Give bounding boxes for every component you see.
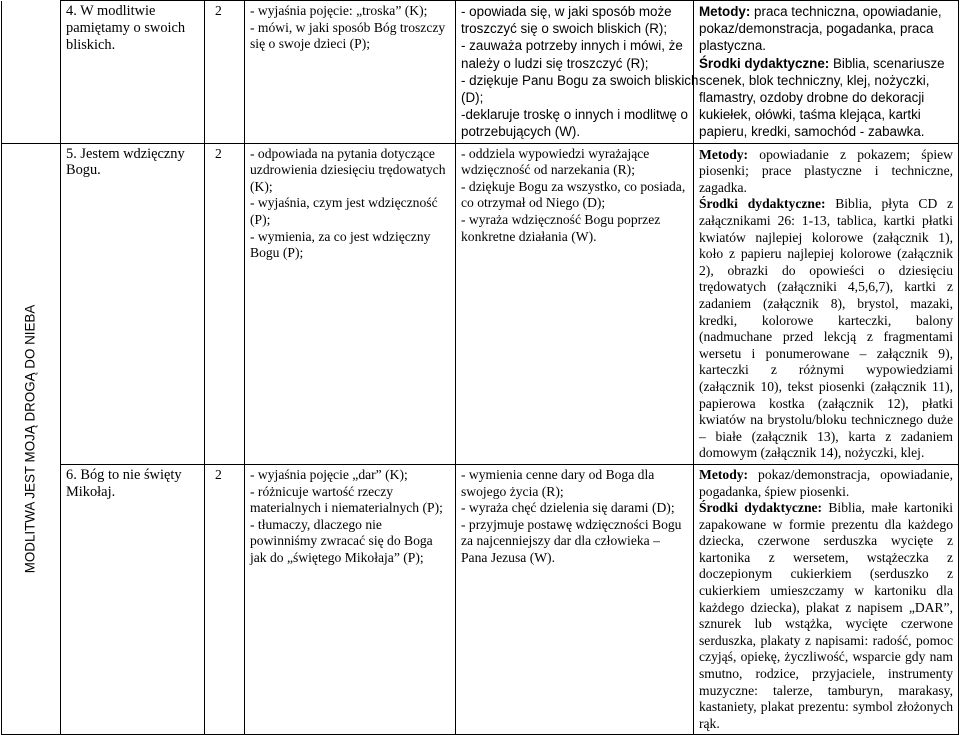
goal-line: (P); bbox=[250, 212, 271, 227]
requirement-line: - dziękuje Bogu za wszystko, co posiada, bbox=[461, 178, 686, 194]
requirements-cell bbox=[456, 1, 699, 144]
section-title-cell bbox=[2, 143, 61, 735]
means-paragraph bbox=[699, 500, 953, 732]
topic-line: bliskich. bbox=[66, 36, 116, 53]
lesson-topic bbox=[61, 1, 205, 144]
topic-line: Mikołaj. bbox=[66, 483, 116, 500]
hours-cell bbox=[205, 143, 245, 464]
requirement-line: (D); bbox=[461, 90, 484, 106]
requirement-line: troszczyć się o swoich bliskich (R); bbox=[461, 21, 668, 37]
lesson-topic bbox=[61, 464, 205, 735]
goal-line: Bogu (P); bbox=[250, 245, 304, 261]
hours-value: 2 bbox=[215, 145, 222, 161]
methods-text: praca techniczna, opowiadanie, pokaz/demonstracja, pogadanka, praca plastyczna. bbox=[699, 4, 942, 54]
goal-line: powinniśmy zwracać się do Boga bbox=[250, 533, 433, 549]
methods-label: Metody: bbox=[699, 466, 749, 482]
requirement-line: za najcenniejszy dar dla człowieka – bbox=[461, 533, 660, 549]
means-paragraph bbox=[699, 196, 953, 462]
topic-line: 5. Jestem wdzięczny bbox=[66, 145, 185, 162]
requirement-line: - dziękuje Panu Bogu za swoich bliskich bbox=[461, 72, 699, 88]
goal-line: materialnych i niematerialnych (P); bbox=[250, 500, 443, 516]
methods-paragraph bbox=[699, 147, 953, 197]
requirement-line: - wyraża wdzięczność Bogu poprzez bbox=[461, 212, 661, 227]
requirements-cell bbox=[456, 464, 694, 735]
lesson-plan-table bbox=[1, 0, 959, 735]
goal-line: - wyjaśnia pojęcie: „troska” (K); bbox=[250, 3, 428, 18]
means-text: Biblia, płyta CD z załącznikami 26: 1-13, tablica, kartki płatki kwiatów najlepiej kolorowe (załącznik 1), koło z papieru najlepiej kolorowe (załącznik 2), obrazki do opowieści o dziesięciu trędowatych (załączniki 4,5,6,7), kartki z zadaniem (załącznik 8), brystol, mazaki, kredki, kolorowe karteczki, balony (nadmuchane przed lekcją z fragmentami wersetu i ponumerowane – załącznik 9), karteczki z różnymi wypowiedziami (załącznik 10), tekst piosenki (załącznik 11), papierowa kostka (załącznik 12), płatki kwiatów na brystolu/bloku technicznego duże – białe (załącznik 13), karta z zadaniem domowym (załącznik 14), nożyczki, klej. bbox=[699, 196, 953, 461]
goal-line: - mówi, w jaki sposób Bóg troszczy bbox=[250, 19, 446, 35]
goals-cell bbox=[245, 464, 456, 735]
goals-cell bbox=[245, 1, 456, 144]
goal-line: - wyjaśnia pojęcie „dar” (K); bbox=[250, 466, 408, 482]
methods-text: pokaz/demonstracja, opowiadanie, pogadanka, śpiew piosenki. bbox=[699, 466, 953, 499]
goal-line: - wymienia, za co jest wdzięczny bbox=[250, 228, 431, 244]
requirement-line: - opowiada się, w jaki sposób może bbox=[461, 4, 672, 19]
requirement-line: - przyjmuje postawę wdzięczności Bogu bbox=[461, 516, 682, 532]
lesson-row-4 bbox=[2, 1, 959, 144]
goal-line: (K); bbox=[250, 178, 273, 194]
methods-label: Metody: bbox=[699, 146, 749, 162]
means-text: Biblia, scenariusze scenek, blok techniczny, klej, nożyczki, flamastry, ozdoby drobne do dekoracji kukiełek, ołówki, taśma klejąca, kartki papieru, kredki, samochód - zabawka. bbox=[699, 55, 945, 140]
requirement-line: - wyraża chęć dzielenia się darami (D); bbox=[461, 500, 675, 516]
requirement-line: swojego życia (R); bbox=[461, 483, 564, 499]
requirement-line: - zauważa potrzeby innych i mówi, że bbox=[461, 38, 683, 54]
lesson-row-5 bbox=[2, 143, 959, 464]
requirement-line: co otrzymał od Niego (D); bbox=[461, 195, 606, 211]
requirement-line: -deklaruje troskę o innych i modlitwę o bbox=[461, 107, 689, 123]
methods-cell bbox=[694, 464, 959, 735]
goal-line: się o swoje dzieci (P); bbox=[250, 36, 371, 52]
requirement-line: należy o ludzi się troszczyć (R); bbox=[461, 55, 649, 71]
methods-cell bbox=[694, 1, 959, 144]
methods-cell bbox=[694, 143, 959, 464]
goals-cell bbox=[245, 143, 456, 464]
goal-line: - różnicuje wartość rzeczy bbox=[250, 483, 394, 499]
goal-line: uzdrowienia dziesięciu trędowatych bbox=[250, 162, 446, 178]
means-label: Środki dydaktyczne: bbox=[699, 500, 823, 516]
goal-line: jak do „świętego Mikołaja” (P); bbox=[250, 549, 424, 565]
methods-paragraph bbox=[699, 467, 953, 500]
requirement-line: konkretne działania (W). bbox=[461, 228, 597, 244]
requirement-line: - wymienia cenne dary od Boga dla bbox=[461, 466, 655, 482]
hours-cell bbox=[205, 464, 245, 735]
section-title-cell-top bbox=[2, 1, 61, 144]
section-title: MODLITWA JEST MOJĄ DROGĄ DO NIEBA bbox=[22, 304, 38, 574]
requirement-line: wdzięczność od narzekania (R); bbox=[461, 162, 635, 178]
means-label: Środki dydaktyczne: bbox=[699, 196, 826, 212]
topic-line: 4. W modlitwie bbox=[66, 3, 156, 19]
requirement-line: potrzebujących (W). bbox=[461, 124, 581, 140]
topic-line: 6. Bóg to nie święty bbox=[66, 466, 182, 483]
topic-line: Bogu. bbox=[66, 162, 101, 179]
requirements-cell bbox=[456, 143, 694, 464]
goal-line: - odpowiada na pytania dotyczące bbox=[250, 145, 435, 161]
requirement-line: Pana Jezusa (W). bbox=[461, 549, 555, 565]
means-label: Środki dydaktyczne: bbox=[699, 55, 830, 71]
hours-cell bbox=[205, 1, 245, 144]
lesson-row-6 bbox=[2, 464, 959, 735]
goal-line: - tłumaczy, dlaczego nie bbox=[250, 516, 382, 532]
methods-paragraph bbox=[699, 3, 953, 55]
methods-text: opowiadanie z pokazem; śpiew piosenki; prace plastyczne i techniczne, zagadka. bbox=[699, 146, 953, 195]
topic-line: pamiętamy o swoich bbox=[66, 19, 186, 36]
hours-value: 2 bbox=[215, 3, 222, 18]
goal-line: - wyjaśnia, czym jest wdzięczność bbox=[250, 195, 438, 211]
means-text: Biblia, małe kartoniki zapakowane w formie prezentu dla każdego dziecka, czerwone serduszka wycięte z kartonika z wersetem, wstążeczka z doczepionym cukierkiem (serduszko z cukierkiem umieszczamy w kartoniku dla każdego dziecka), plakat z napisem „DAR”, sznurek lub wstążka, wycięte czerwone serduszka, plakaty z napisami: radość, pomoc czyjąś, opiekę, życzliwość, wsparcie gdy nam smutno, rodzice, przyjaciele, instrumenty muzyczne: talerze, tamburyn, marakasy, kastaniety, plakat prezentu: symbol złożonych rąk. bbox=[699, 500, 953, 731]
hours-value: 2 bbox=[215, 466, 222, 482]
methods-label: Metody: bbox=[699, 4, 751, 19]
lesson-topic bbox=[61, 143, 205, 464]
means-paragraph bbox=[699, 55, 953, 141]
requirement-line: - oddziela wypowiedzi wyrażające bbox=[461, 145, 650, 161]
